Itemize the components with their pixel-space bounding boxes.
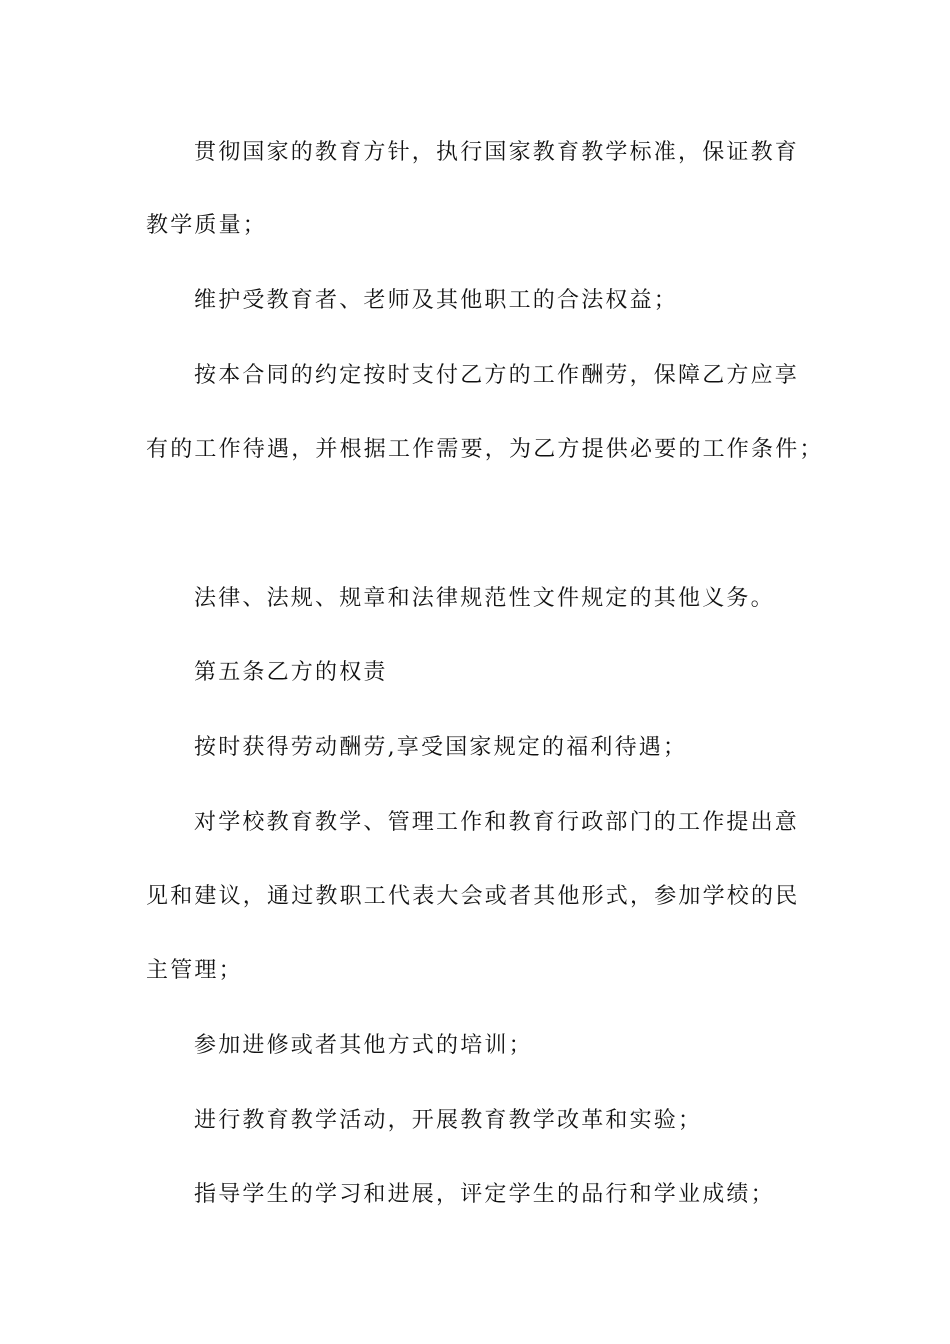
paragraph-line: 主管理； — [146, 958, 243, 983]
paragraph-line: 维护受教育者、老师及其他职工的合法权益； — [194, 288, 679, 313]
paragraph-line: 指导学生的学习和进展，评定学生的品行和学业成绩； — [194, 1182, 775, 1207]
paragraph-line: 进行教育教学活动，开展教育教学改革和实验； — [194, 1108, 703, 1133]
paragraph-line: 按时获得劳动酬劳,享受国家规定的福利待遇； — [194, 735, 688, 760]
paragraph-line: 法律、法规、规章和法律规范性文件规定的其他义务。 — [194, 586, 775, 611]
paragraph-line: 有的工作待遇，并根据工作需要，为乙方提供必要的工作条件； — [146, 437, 824, 462]
paragraph-line: 见和建议，通过教职工代表大会或者其他形式，参加学校的民 — [146, 884, 800, 909]
section-heading: 第五条乙方的权责 — [194, 660, 388, 685]
paragraph-line: 教学质量； — [146, 213, 268, 238]
paragraph-line: 贯彻国家的教育方针，执行国家教育教学标准，保证教育 — [194, 140, 800, 165]
paragraph-line: 对学校教育教学、管理工作和教育行政部门的工作提出意 — [194, 810, 800, 835]
paragraph-line: 按本合同的约定按时支付乙方的工作酬劳，保障乙方应享 — [194, 363, 800, 388]
paragraph-line: 参加进修或者其他方式的培训； — [194, 1033, 533, 1058]
